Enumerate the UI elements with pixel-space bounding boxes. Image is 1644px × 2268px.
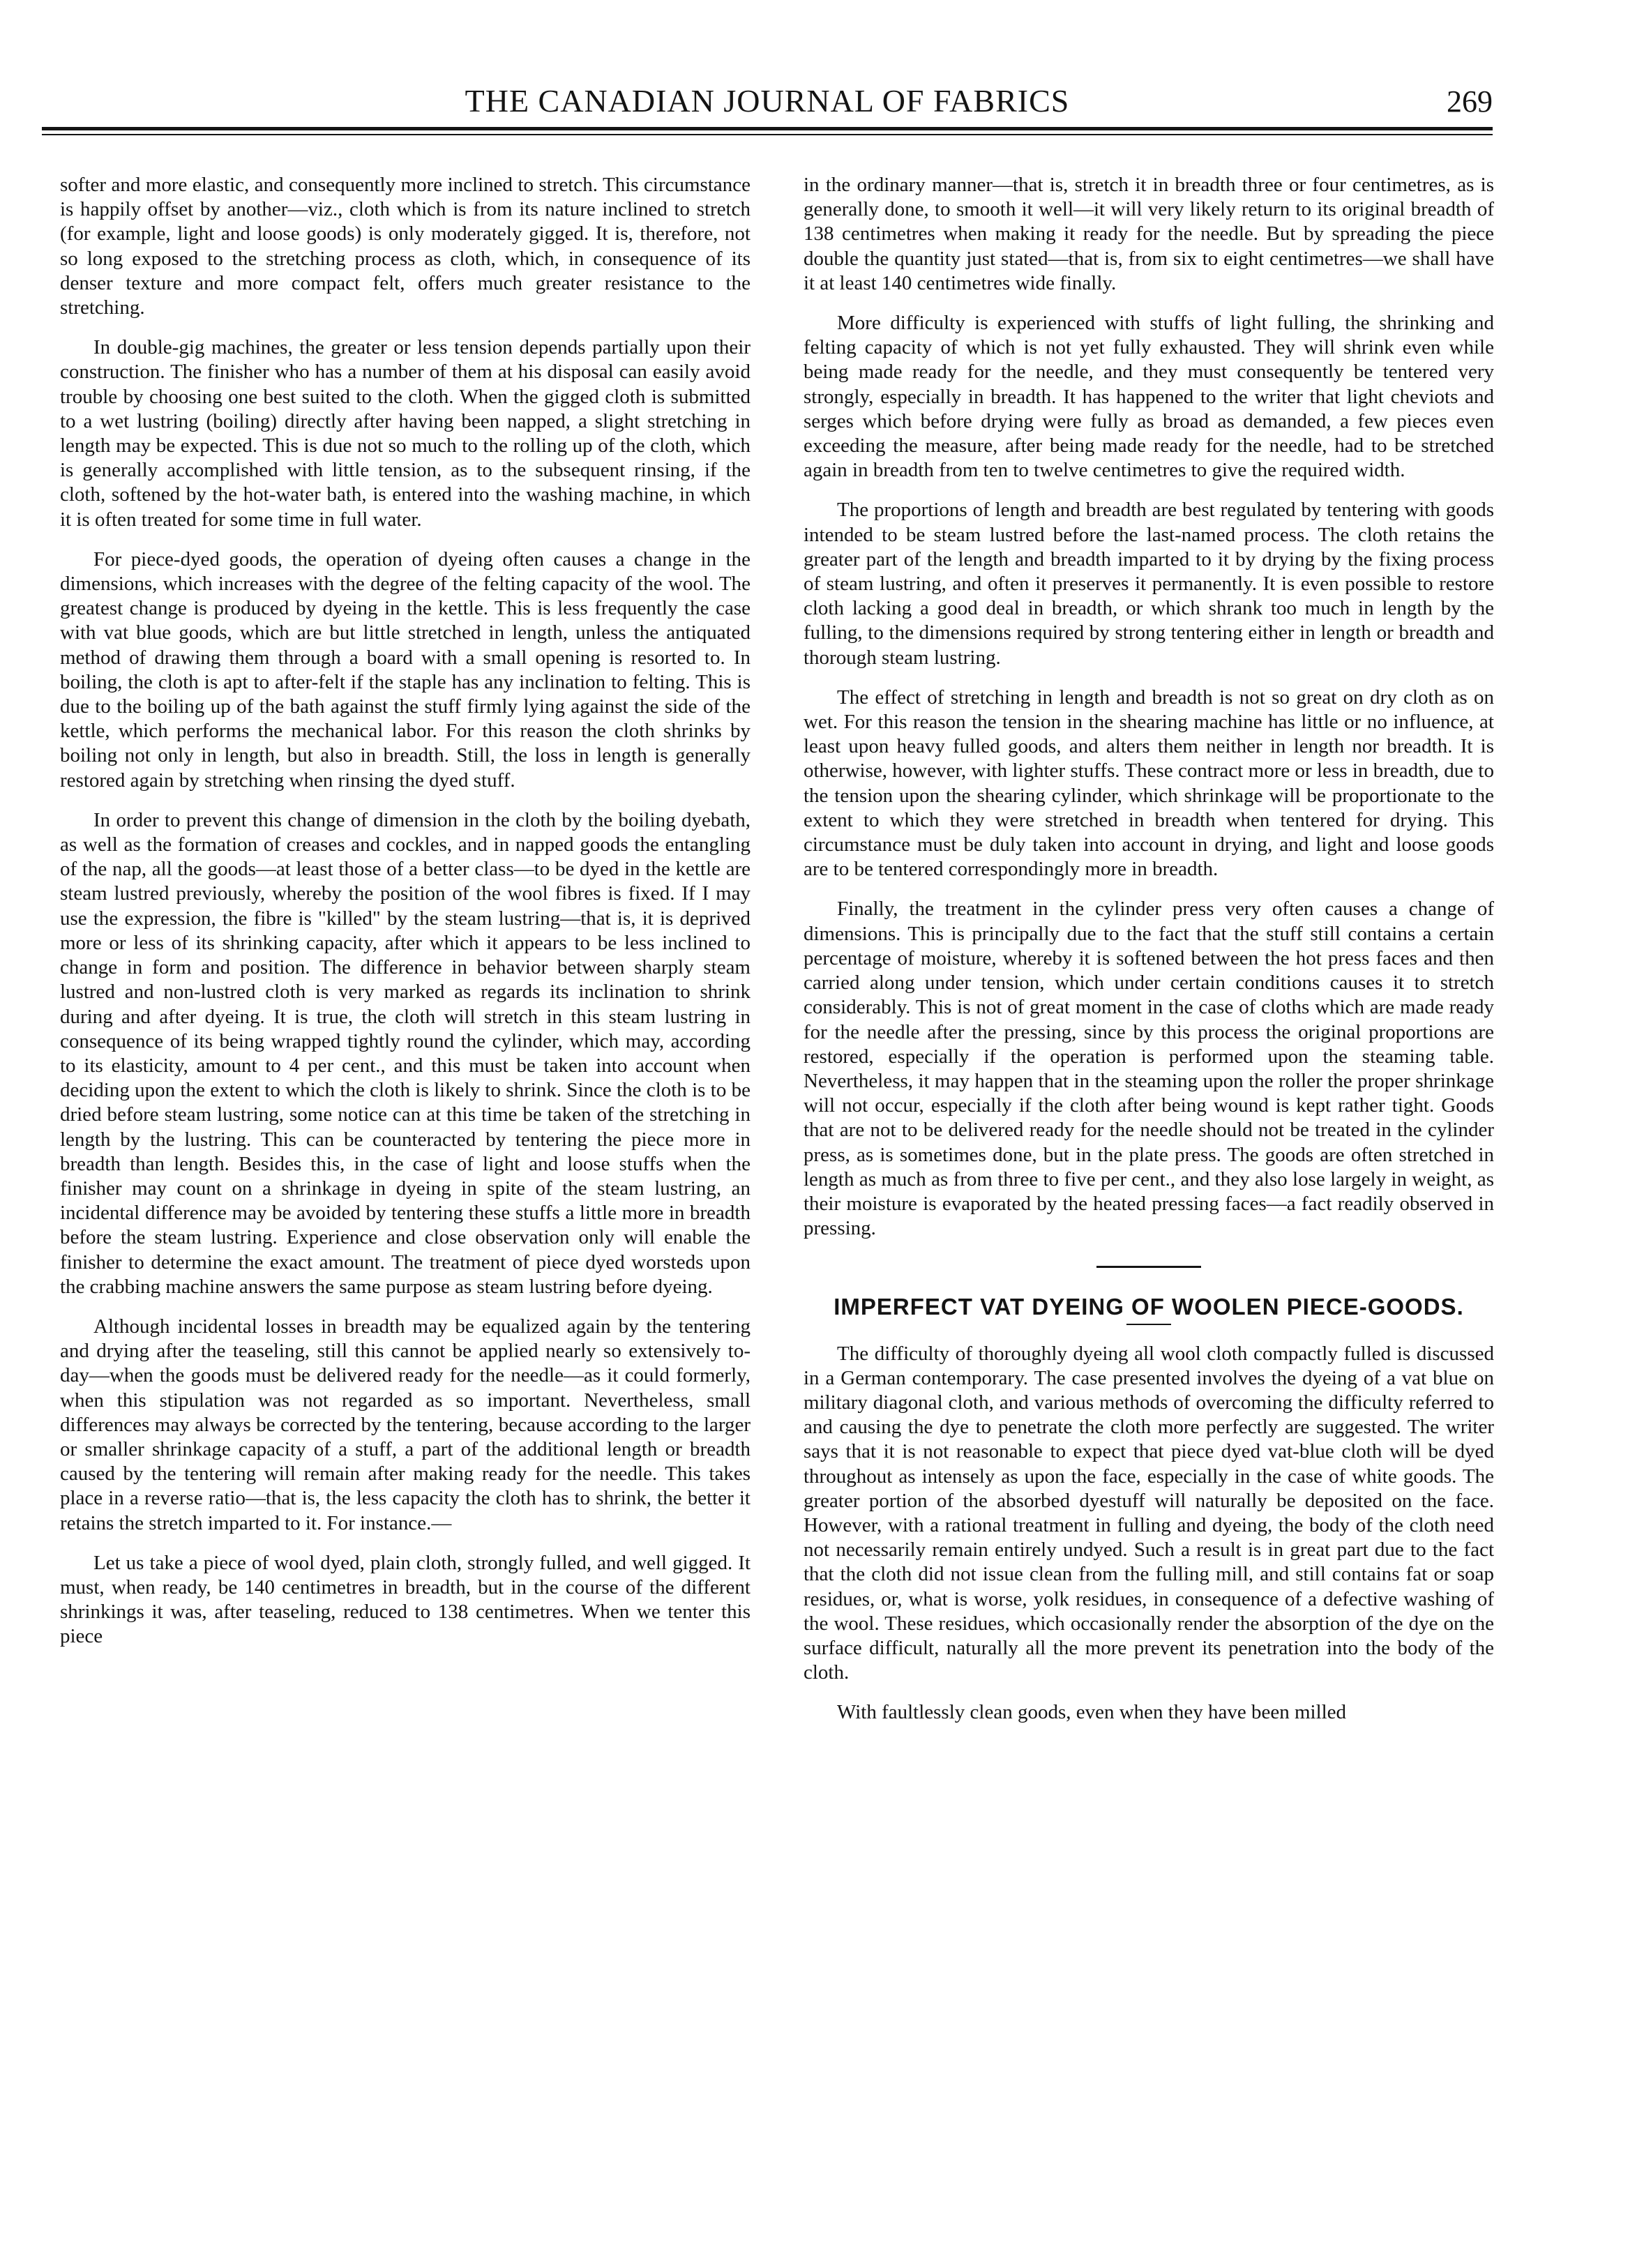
paragraph: With faultlessly clean goods, even when they have been milled [837,1701,1347,1724]
paragraph: Although incidental losses in breadth may be equalized again by the tentering and drying after the teaseling, still this cannot be applied nearly so extensively to-day—when the goods must be delivered ready for the needle—as it could formerly, when this stipulation was not regarded as so important. Nevertheless, small differences may always be corrected by the tentering, because according to the larger or smaller shrinkage capacity of a stuff, a part of the additional length or breadth caused by the tentering will remain after making ready for the needle. This takes place in a reverse ratio—that is, the less capacity the cloth has to shrink, the better it retains the stretch imparted to it. For instance.— [60,1315,751,1534]
paragraph: Let us take a piece of wool dyed, plain cloth, strongly fulled, and well gigged. It must, when ready, be 140 centimetres in breadth, but in the course of the different shrinkings it was, after teaseling, reduced to 138 centimetres. When we tenter this piece [60,1551,751,1648]
article-heading: IMPERFECT VAT DYEING OF WOOLEN PIECE-GOODS. [834,1294,1464,1320]
paragraph: Finally, the treatment in the cylinder press very often causes a change of dimensions. This is principally due to the fact that the stuff still contains a certain percentage of moisture, whereby it is softened between the hot press faces and then carried along under tension, which under certain conditions causes it to stretch considerably. This is not of great moment in the case of cloths which are made ready for the needle after the pressing, since by this process the original proportions are restored, especially if the operation is performed upon the steaming table. Nevertheless, it may happen that in the steaming upon the roller the proper shrinkage will not occur, especially if the cloth after being wound is kept rather tight. Goods that are not to be delivered ready for the needle should not be treated in the cylinder press, as is sometimes done, but in the plate press. The goods are often stretched in length as much as from three to five per cent., and they also lose largely in weight, as their moisture is evaporated by the heated pressing faces—a fact readily observed in pressing. [804,898,1494,1240]
header-rule-thin [42,134,1493,135]
page-number: 269 [1447,84,1493,119]
paragraph: More difficulty is experienced with stuffs of light fulling, the shrinking and felting capacity of which is not yet fully exhausted. They will shrink even while being made ready for the needle, and they must consequently be tentered very strongly, especially in breadth. It has happened to the writer that light cheviots and serges which before drying were fully as broad as demanded, a few pieces even exceeding the measure, after being made ready for the needle, had to be stretched again in breadth from ten to twelve centimetres to give the required width. [804,312,1494,482]
paragraph: softer and more elastic, and consequently more inclined to stretch. This circumstance is happily offset by another—viz., cloth which is from its nature inclined to stretch (for example, light and loose goods) is only moderately gigged. It is, therefore, not so long exposed to the stretching process as cloth, which, in consequence of its denser texture and more compact felt, offers much greater resistance to the stretching. [60,174,751,319]
left-column [60,173,751,1665]
paragraph: For piece-dyed goods, the operation of dyeing often causes a change in the dimensions, which increases with the degree of the felting capacity of the wool. The greatest change is produced by dyeing in the kettle. This is less frequently the case with vat blue goods, which are but little stretched in length, unless the antiquated method of drawing them through a board with a small opening is resorted to. In boiling, the cloth is apt to after-felt if the staple has any inclination to felting. This is due to the boiling up of the bath against the stuff firmly lying against the side of the kettle, which performs the mechanical labor. For this reason the cloth shrinks by boiling not only in length, but also in breadth. Still, the loss in length is generally restored again by stretching when rinsing the dyed stuff. [60,547,751,792]
page-header [42,82,1493,138]
paragraph: in the ordinary manner—that is, stretch it in breadth three or four centimetres, as is generally done, to smooth it well—it will very likely return to its original breadth of 138 centimetres when making it ready for the needle. But by spreading the piece double the quantity just stated—that is, from six to eight centimetres—we shall have it at least 140 centimetres wide finally. [804,174,1494,294]
paragraph: The proportions of length and breadth are best regulated by tentering with goods intended to be steam lustred before the last-named process. The cloth retains the greater part of the length and breadth imparted to it by drying by the fixing process of steam lustring, and often it preserves it permanently. It is even possible to restore cloth lacking a good deal in breadth, or which shrank too much in length by the fulling, to the dimensions required by strong tentering either in length or breadth and thorough steam lustring. [804,499,1494,669]
right-column [804,173,1494,1741]
paragraph: In order to prevent this change of dimension in the cloth by the boiling dyebath, as well as the formation of creases and cockles, and in napped goods the entangling of the nap, all the goods—at least those of a better class—to be dyed in the kettle are steam lustred previously, whereby the position of the wool fibres is fixed. If I may use the expression, the fibre is "killed" by the steam lustring—that is, it is deprived more or less of its shrinking capacity, after which it appears to be less inclined to change in form and position. The difference in behavior between sharply steam lustred and non-lustred cloth is very marked as regards its inclination to shrink during and after dyeing. It is true, the cloth will stretch in this steam lustring in consequence of its being wrapped tightly round the cylinder, which may, according to its elasticity, amount to 4 per cent., and this must be taken into account when deciding upon the extent to which the cloth is likely to shrink. Since the cloth is to be dried before steam lustring, some notice can at this time be taken of the stretching in length by the lustring. This can be counteracted by tentering the piece more in breadth than length. Besides this, in the case of light and loose stuffs when the finisher may count on a shrinkage in dyeing in spite of the steam lustring, an incidental difference may be avoided by tentering these stuffs a little more in breadth before the steam lustring. Experience and close observation only will enable the finisher to determine the exact amount. The treatment of piece dyed worsteds upon the crabbing machine answers the same purpose as steam lustring before dyeing. [60,808,751,1298]
paragraph: The effect of stretching in length and breadth is not so great on dry cloth as on wet. For this reason the tension in the shearing machine has little or no influence, at least upon heavy fulled goods, and alters them neither in length nor breadth. It is otherwise, however, with lighter stuffs. These contract more or less in breadth, due to the tension upon the shearing cylinder, which shrinkage will be proportionate to the extent to which they were stretched in breadth when tentered for drying. This circumstance must be duly taken into account in drying, and light and loose goods are to be tentered correspondingly more in breadth. [804,686,1494,881]
heading-underline [1126,1324,1171,1325]
paragraph: In double-gig machines, the greater or less tension depends partially upon their construction. The finisher who has a number of them at his disposal can easily avoid trouble by choosing one best suited to the cloth. When the gigged cloth is submitted to a wet lustring (boiling) directly after having been napped, a slight stretching in length may be expected. This is due not so much to the rolling up of the cloth, which is generally accomplished with little tension, as to the subsequent rinsing, if the cloth, softened by the hot-water bath, is entered into the washing machine, in which it is often treated for some time in full water. [60,336,751,531]
paragraph: The difficulty of thoroughly dyeing all wool cloth compactly fulled is discussed in a German contemporary. The case presented involves the dyeing of a vat blue on military diagonal cloth, and various methods of overcoming the difficulty referred to and causing the dye to penetrate the cloth more perfectly are suggested. The writer says that it is not reasonable to expect that piece dyed vat-blue cloth will be dyed throughout as intensely as upon the face, especially in the case of white goods. The greater portion of the absorbed dyestuff will naturally be deposited on the face. However, with a rational treatment in fulling and dyeing, the body of the cloth need not necessarily remain entirely undyed. Such a result is in great part due to the fact that the cloth did not issue clean from the fulling mill, and still contains fat or soap residues, or, what is worse, yolk residues, in consequence of a defective washing of the wool. These residues, which occasionally render the absorption of the dye on the surface difficult, naturally all the more prevent its penetration into the body of the cloth. [804,1342,1494,1684]
section-divider [1096,1266,1201,1268]
running-title: THE CANADIAN JOURNAL OF FABRICS [465,83,1070,119]
header-rule-thick [42,127,1493,130]
